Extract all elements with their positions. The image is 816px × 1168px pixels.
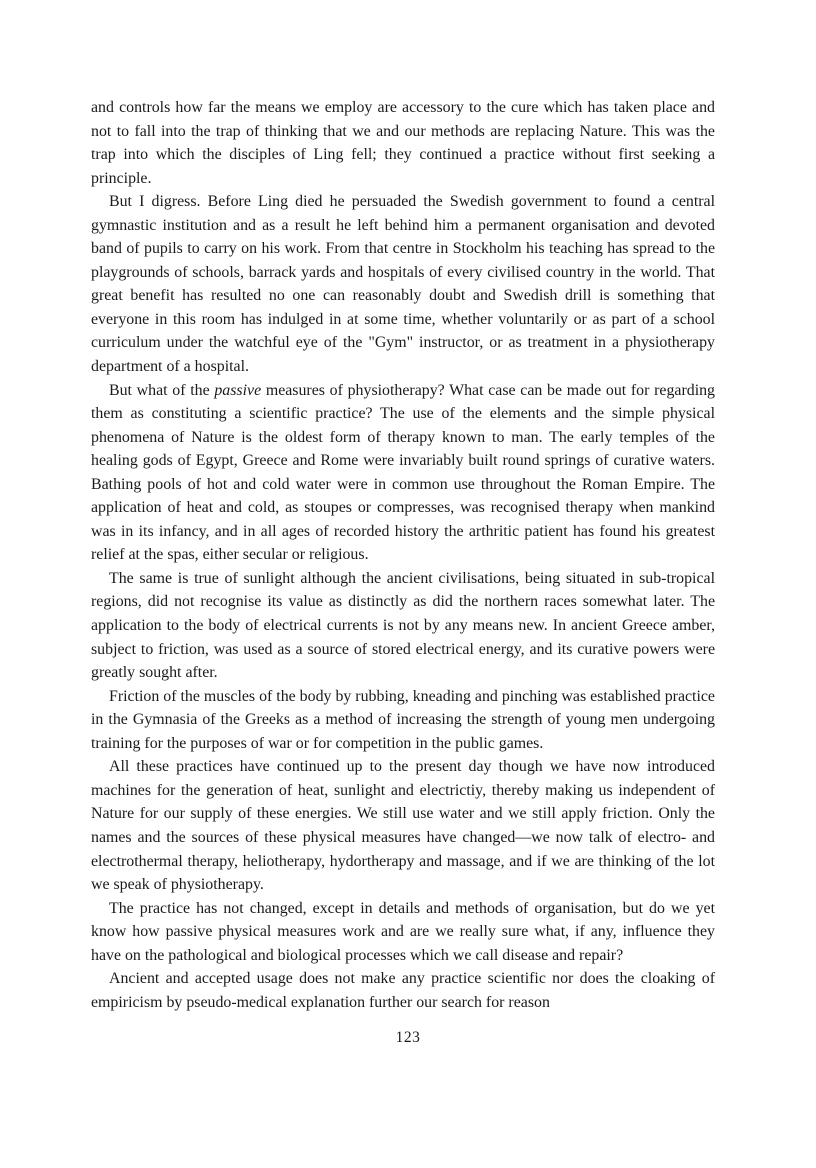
paragraph-8: Ancient and accepted usage does not make any practice scientific nor does the cloaking of empiricism by pseudo-medical explanation further our search for reason bbox=[91, 970, 715, 1011]
paragraph-4: The same is true of sunlight although the ancient civilisations, being situated in sub-tropical regions, did not recognise its value as distinctly as did the northern races somewhat later. The application to the body of electrical currents is not by any means new. In ancient Greece amber, subject to friction, was used as a source of stored electrical energy, and its curative powers were greatly sought after. bbox=[91, 569, 715, 682]
page-number: 123 bbox=[395, 1029, 421, 1046]
paragraph-3 bbox=[91, 379, 715, 567]
paragraph-1: and controls how far the means we employ are accessory to the cure which has taken place and not to fall into the trap of thinking that we and our methods are replacing Nature. This was the trap into which the disciples of Ling fell; they continued a practice without first seeking a principle. bbox=[91, 99, 715, 187]
paragraph-3-rest: measures of physiotherapy? What case can be made out for regarding them as constituting a scientific practice? The use of the elements and the simple physical phenomena of Nature is the oldest form of therapy known to man. The early temples of the healing gods of Egypt, Greece and Rome were invariably built round springs of curative waters. Bathing pools of hot and cold water were in common use throughout the Roman Empire. The application of heat and cold, as stoupes or compresses, was recognised therapy when mankind was in its infancy, and in all ages of recorded history the arthritic patient has found his greatest relief at the spas, either secular or religious. bbox=[91, 381, 716, 564]
paragraph-7: The practice has not changed, except in details and methods of organisation, but do we yet know how passive physical measures work and are we really sure what, if any, influence they have on the pathological and biological processes which we call disease and repair? bbox=[91, 899, 715, 964]
paragraph-3-lead: But what of the bbox=[109, 381, 215, 399]
emphasis-passive: passive bbox=[214, 381, 262, 399]
paragraph-2: But I digress. Before Ling died he persuaded the Swedish government to found a central gymnastic institution and as a result he left behind him a permanent organisation and devoted band of pupils to carry on his work. From that centre in Stockholm his teaching has spread to the playgrounds of schools, barrack yards and hospitals of every civilised country in the world. That great benefit has resulted no one can reasonably doubt and Swedish drill is something that everyone in this room has indulged in at some time, whether voluntarily or as part of a school curriculum under the watchful eye of the "Gym" instructor, or as treatment in a physiotherapy department of a hospital. bbox=[91, 193, 715, 376]
body-text bbox=[91, 96, 715, 1014]
paragraph-6: All these practices have continued up to the present day though we have now introduced machines for the generation of heat, sunlight and electrictiy, thereby making us independent of Nature for our supply of these energies. We still use water and we still apply friction. Only the names and the sources of these physical measures have changed—we now talk of electro- and electrothermal therapy, heliotherapy, hydortherapy and massage, and if we are thinking of the lot we speak of physiotherapy. bbox=[91, 758, 715, 894]
paragraph-5: Friction of the muscles of the body by rubbing, kneading and pinching was established practice in the Gymnasia of the Greeks as a method of increasing the strength of young men undergoing training for the purposes of war or for competition in the public games. bbox=[91, 687, 715, 752]
